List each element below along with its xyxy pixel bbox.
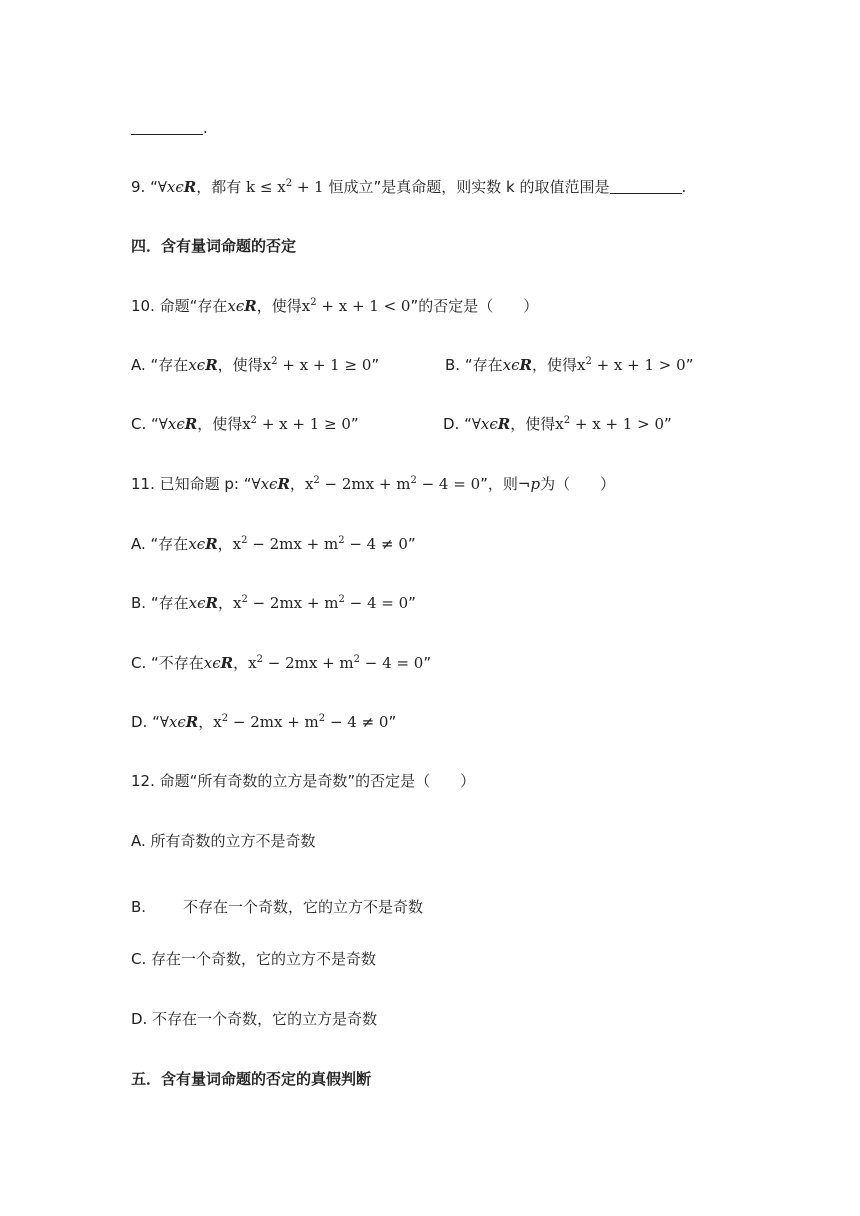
question-9: 9. “∀xϵR，都有 $k \le x^2 + 1$ 恒成立”是真命题，则实数 k 的取值范围是 . bbox=[131, 178, 687, 196]
answer-blank bbox=[610, 179, 682, 194]
question-12-option-d[interactable]: D. 不存在一个奇数，它的立方是奇数 bbox=[131, 1010, 378, 1028]
question-12-option-b[interactable]: B. 不存在一个奇数，它的立方不是奇数 bbox=[131, 898, 424, 916]
question-12-stem: 12. 命题“所有奇数的立方是奇数”的否定是（ ） bbox=[131, 772, 476, 790]
question-11-stem: 11. 已知命题 p: “∀xϵR，$x^2 - 2mx + m^2 - 4 = 0$”，则¬p为（ ） bbox=[131, 475, 616, 493]
question-11-option-d[interactable]: D. “∀xϵR，$x^2 - 2mx + m^2 - 4 \ne 0$” bbox=[131, 713, 397, 731]
question-10-option-d[interactable]: D. “∀xϵR，使得$x^2 + x + 1 > 0$” bbox=[443, 415, 672, 433]
question-10-option-c[interactable]: C. “∀xϵR，使得$x^2 + x + 1 \ge 0$” bbox=[131, 415, 359, 433]
question-10-option-a[interactable]: A. “存在xϵR，使得$x^2 + x + 1 \ge 0$” bbox=[131, 356, 380, 374]
q8-period: . bbox=[203, 119, 208, 137]
question-12-option-c[interactable]: C. 存在一个奇数，它的立方不是奇数 bbox=[131, 950, 377, 968]
question-10-stem: 10. 命题“存在xϵR，使得$x^2 + x + 1 < 0$”的否定是（ ） bbox=[131, 297, 539, 315]
section-heading-5: 五．含有量词命题的否定的真假判断 bbox=[131, 1070, 372, 1088]
question-10-option-b[interactable]: B. “存在xϵR，使得$x^2 + x + 1 > 0$” bbox=[445, 356, 694, 374]
question-12-option-a[interactable]: A. 所有奇数的立方不是奇数 bbox=[131, 832, 316, 850]
question-11-option-c[interactable]: C. “不存在xϵR，$x^2 - 2mx + m^2 - 4 = 0$” bbox=[131, 654, 432, 672]
answer-blank bbox=[131, 120, 203, 135]
question-11-option-b[interactable]: B. “存在xϵR，$x^2 - 2mx + m^2 - 4 = 0$” bbox=[131, 594, 416, 612]
question-11-option-a[interactable]: A. “存在xϵR，$x^2 - 2mx + m^2 - 4 \ne 0$” bbox=[131, 535, 416, 553]
q8-answer-line bbox=[131, 118, 208, 138]
section-heading-4: 四．含有量词命题的否定 bbox=[131, 237, 297, 255]
